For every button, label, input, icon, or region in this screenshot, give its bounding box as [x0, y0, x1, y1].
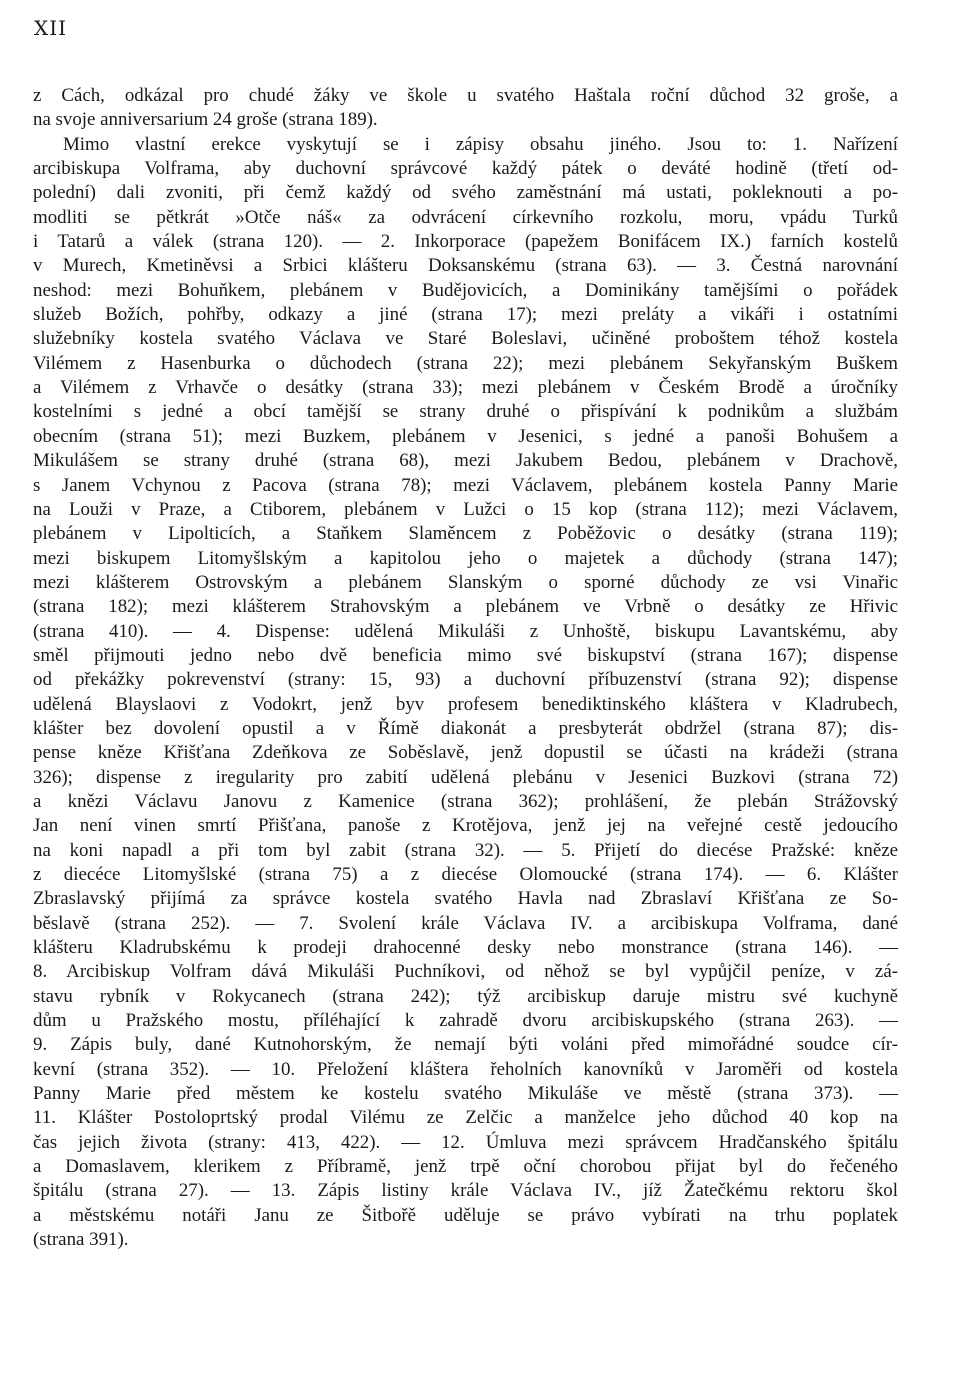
text-line: Mikulášem se strany druhé (strana 68), mezi Jakubem Bedou, plebánem v Drachově,	[33, 450, 898, 472]
text-line: klášteru Kladrubskému k prodeji drahocenné desky nebo monstrance (strana 146). —	[33, 937, 898, 959]
text-line: (strana 391).	[33, 1229, 129, 1251]
text-line: arcibiskupa Volframa, aby duchovní správcové každý pátek o deváté hodině (třetí od-	[33, 158, 898, 180]
text-line: a knězi Václavu Janovu z Kamenice (strana 362); prohlášení, že plebán Strážovský	[33, 790, 898, 812]
text-line: v Murech, Kmetiněvsi a Srbici klášteru Doksanskému (strana 63). — 3. Čestná narovnání	[33, 255, 898, 277]
text-line: mezi biskupem Litomyšlským a kapitolou jeho o majetek a důchody (strana 147);	[33, 547, 898, 569]
text-line: Mimo vlastní erekce vyskytují se i zápisy obsahu jiného. Jsou to: 1. Nařízení	[63, 133, 898, 155]
text-line: z diecéce Litomyšlské (strana 75) a z diecése Olomoucké (strana 174). — 6. Klášter	[33, 864, 898, 885]
text-line: běslavě (strana 252). — 7. Svolení krále Václava IV. a arcibiskupa Volframa, dané	[33, 912, 898, 934]
text-line: stavu rybník v Rokycanech (strana 242); týž arcibiskup daruje mistru své kuchyně	[33, 985, 898, 1007]
text-line: na Louži v Praze, a Ctiborem, plebánem v Lužci o 15 kop (strana 112); mezi Václavem,	[33, 498, 898, 520]
text-line: Panny Marie před městem ke kostelu svatého Mikuláše ve městě (strana 373). —	[33, 1083, 898, 1105]
text-line: kostelními s jedné a obcí tamější se strany druhé o přispívání k podnikům a službám	[33, 401, 898, 423]
text-line: na koni napadl a při tom byl zabit (strana 32). — 5. Přijetí do diecése Pražské: kněze	[33, 839, 898, 861]
text-line: s Janem Vchynou z Pacova (strana 78); mezi Václavem, plebánem kostela Panny Marie	[33, 474, 898, 496]
text-line: služeb Božích, pohřby, odkazy a jiné (strana 17); mezi preláty a vikáři i ostatními	[33, 304, 898, 326]
text-line: směl přijmouti jedno nebo dvě beneficia mimo své biskupství (strana 167); dispense	[33, 644, 898, 666]
text-line: čas jejich života (strany: 413, 422). — 12. Úmluva mezi správcem Hradčanského špitálu	[33, 1131, 898, 1153]
text-line: služebníky kostela svatého Václava ve Staré Boleslavi, učiněné proboštem téhož kostela	[33, 328, 898, 350]
text-line: (strana 410). — 4. Dispense: udělená Mikuláši z Unhoště, biskupu Lavantskému, aby	[33, 620, 898, 642]
text-line: špitálu (strana 27). — 13. Zápis listiny krále Václava IV., jíž Žatečkému rektoru škol	[33, 1180, 898, 1202]
text-line: modliti se pětkrát »Otče náš« za odvrácení církevního rozkolu, moru, vpádu Turků	[33, 206, 898, 228]
text-line: a Domaslavem, klerikem z Příbramě, jenž trpě oční chorobou přijat byl do řečeného	[33, 1156, 898, 1178]
body-text	[33, 84, 898, 1253]
text-line: Vilémem z Hasenburka o důchodech (strana 22); mezi plebánem Sekyřanským Buškem	[33, 352, 898, 374]
text-line: z Cách, odkázal pro chudé žáky ve škole u svatého Haštala roční důchod 32 groše, a	[33, 85, 898, 106]
text-line: od překážky pokrevenství (strany: 15, 93) a duchovní příbuzenství (strana 92); dispense	[33, 669, 898, 691]
text-line: a Vilémem z Vrhavče o desátky (strana 33); mezi plebánem v Českém Brodě a úročníky	[33, 377, 898, 399]
text-line: udělená Blayslaovi z Vodokrt, jenž byv profesem benediktinského kláštera v Kladrubech,	[33, 693, 898, 715]
text-line: a městskému notáři Janu ze Šitbořě uděluje se právo vybírati na trhu poplatek	[33, 1204, 898, 1226]
text-line: plebánem v Lipolticích, a Staňkem Slaměncem z Poběžovic o desátky (strana 119);	[33, 523, 898, 545]
text-line: Jan není vinen smrtí Přišťana, panoše z Krotějova, jenž jej na veřejné cestě jedoucího	[33, 815, 898, 837]
text-line: Zbraslavský přijímá za správce kostela svatého Havla nad Zbraslaví Křišťana ze So-	[33, 888, 898, 910]
text-line: kevní (strana 352). — 10. Přeložení kláštera řeholních kanovníků v Jaroměři od kostela	[33, 1058, 898, 1080]
text-line: mezi klášterem Ostrovským a plebánem Slanským o sporné důchody ze vsi Vinařic	[33, 571, 898, 593]
text-line: neshod: mezi Bohuňkem, plebánem v Budějovicích, a Dominikány tamějšími o pořádek	[33, 279, 898, 301]
text-line: 9. Zápis buly, dané Kutnohorským, že nemají býti voláni před mimořádné soudce cír-	[33, 1034, 898, 1056]
text-line: (strana 182); mezi klášterem Strahovským a plebánem ve Vrbně o desátky ze Hřivic	[33, 596, 898, 618]
page-number: XII	[34, 16, 68, 40]
text-line: dům u Pražského mostu, příléhající k zahradě dvoru arcibiskupského (strana 263). —	[33, 1010, 898, 1032]
text-line: polední) dali zvoniti, při čemž každý od svého zaměstnání má ustati, pokleknouti a po-	[33, 182, 898, 204]
text-line: obecním (strana 51); mezi Buzkem, plebánem v Jesenici, s jedné a panoši Bohušem a	[33, 425, 898, 447]
text-line: klášter bez dovolení opustil a v Římě diakonát a presbyterát obdržel (strana 87); dis-	[33, 717, 898, 739]
text-line: 326); dispense z iregularity pro zabití udělená plebánu v Jesenici Buzkovi (strana 72)	[33, 766, 898, 788]
text-line: i Tatarů a válek (strana 120). — 2. Inkorporace (papežem Bonifácem IX.) farních kostelů	[33, 231, 898, 253]
text-line: 11. Klášter Postoloprtský prodal Vilému ze Zelčic a manželce jeho důchod 40 kop na	[33, 1107, 898, 1129]
text-line: na svoje anniversarium 24 groše (strana 189).	[33, 109, 378, 131]
text-line: 8. Arcibiskup Volfram dává Mikuláši Puchníkovi, od něhož se byl vypůjčil peníze, v zá-	[33, 961, 898, 983]
text-line: pense kněze Křišťana Zdeňkova ze Soběslavě, jenž dopustil se účasti na krádeži (strana	[33, 742, 898, 764]
